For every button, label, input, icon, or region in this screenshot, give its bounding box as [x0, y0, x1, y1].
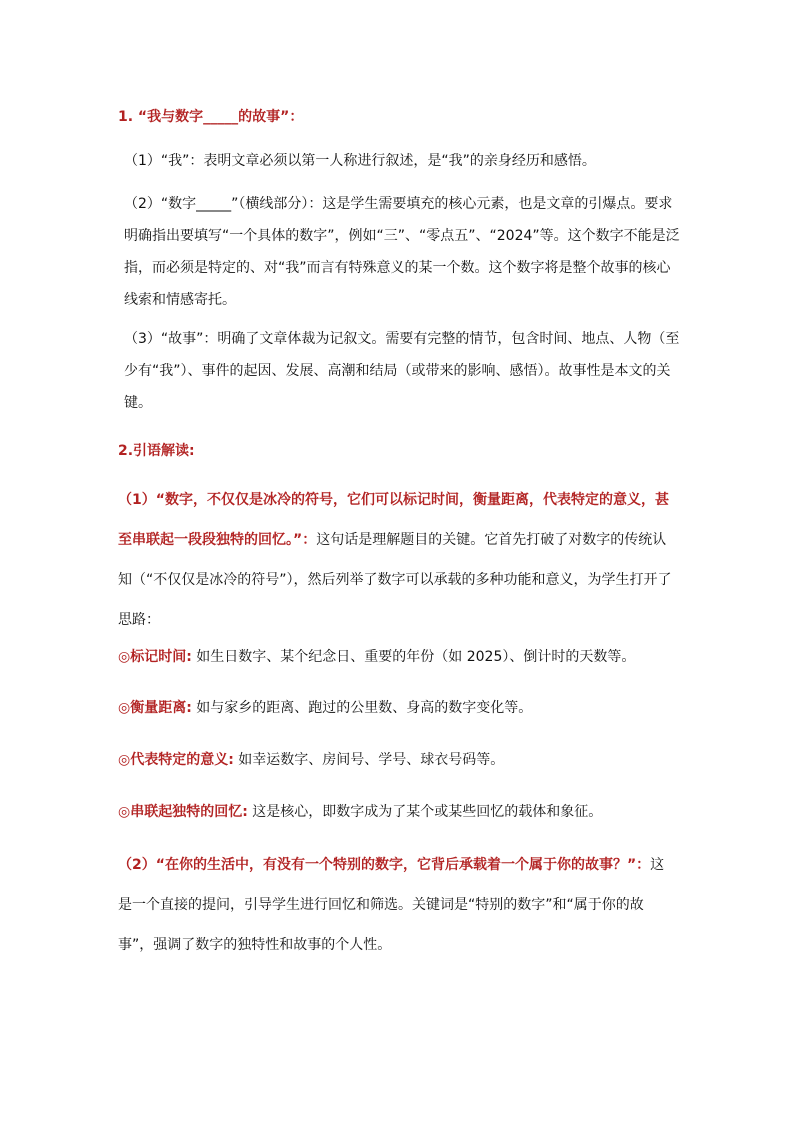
circle-bullet-icon: ◎: [118, 649, 131, 665]
bullet-text: 如生日数字、某个纪念日、重要的年份（如 2025）、倒计时的天数等。: [191, 649, 636, 665]
circle-bullet-icon: ◎: [118, 752, 131, 768]
bullet-text: 这是核心，即数字成为了某个或某些回忆的载体和象征。: [247, 804, 603, 820]
bullet-item: [118, 641, 678, 673]
section2-heading: 2.引语解读:: [118, 443, 195, 459]
quote2-paragraph: [118, 845, 678, 965]
quote2-explanation: 这是一个直接的提问，引导学生进行回忆和筛选。关键词是“特别的数字”和“属于你的故事”，强调了数字的独特性和故事的个人性。: [118, 857, 665, 953]
bullet-item: [118, 744, 678, 776]
circle-bullet-icon: ◎: [118, 700, 131, 716]
quote2-text: （2）“在你的生活中，有没有一个特别的数字，它背后承载着一个属于你的故事？”：: [118, 857, 651, 873]
quote1-explanation: 这句话是理解题目的关键。它首先打破了对数字的传统认知（“不仅仅是冰冷的符号”），然后列举了数字可以承载的多种功能和意义，为学生打开了思路：: [118, 532, 672, 628]
bullet-item: [118, 796, 678, 828]
section1-item1: （1）“我”：表明文章必须以第一人称进行叙述，是“我”的亲身经历和感悟。: [124, 153, 596, 169]
section1-heading: 1. “我与数字_____的故事”：: [118, 109, 304, 125]
bullet-label: 代表特定的意义:: [130, 752, 234, 768]
bullet-label: 标记时间:: [130, 649, 192, 665]
bullet-text: 如幸运数字、房间号、学号、球衣号码等。: [233, 752, 505, 768]
bullet-text: 如与家乡的距离、跑过的公里数、身高的数字变化等。: [191, 700, 533, 716]
section1-item3: （3）“故事”：明确了文章体裁为记叙文。需要有完整的情节，包含时间、地点、人物（至少有“我”）、事件的起因、发展、高潮和结局（或带来的影响、感悟）。故事性是本文的关键。: [124, 331, 680, 411]
quote1-text: （1）“数字，不仅仅是冰冷的符号，它们可以标记时间，衡量距离，代表特定的意义，甚至串联起一段段独特的回忆。”：: [118, 492, 669, 548]
section1-item2: （2）“数字_____”（横线部分）：这是学生需要填充的核心元素，也是文章的引爆点。要求明确指出要填写“一个具体的数字”，例如“三”、“零点五”、“2024”等。这个数字不能是泛指，而必须是特定的、对“我”而言有特殊意义的某一个数。这个数字将是整个故事的核心线索和情感寄托。: [124, 196, 680, 308]
bullet-label: 串联起独特的回忆:: [130, 804, 248, 820]
bullet-item: [118, 692, 678, 724]
quote1-paragraph: [118, 480, 678, 640]
circle-bullet-icon: ◎: [118, 804, 131, 820]
bullet-label: 衡量距离:: [130, 700, 192, 716]
